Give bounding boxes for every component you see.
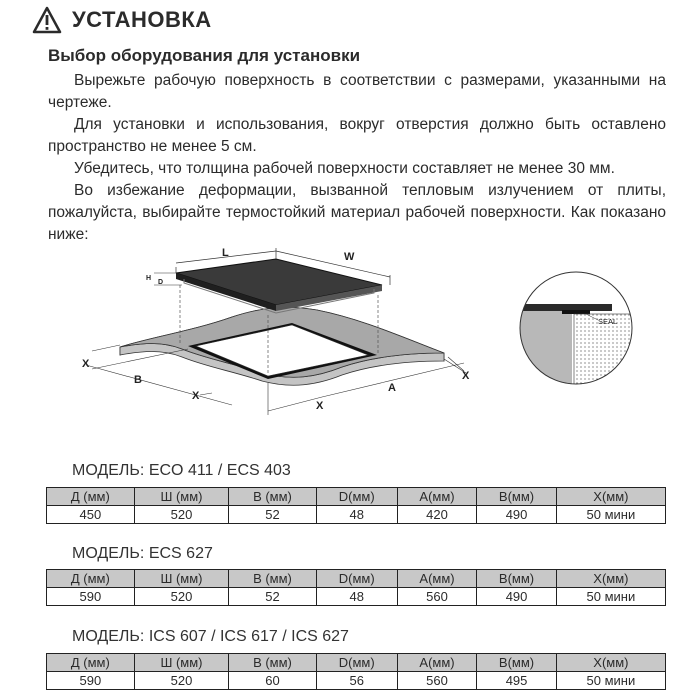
table-row — [47, 506, 666, 524]
table-header-cell: B(мм) — [477, 488, 557, 506]
table-header-cell: X(мм) — [556, 654, 665, 672]
table-header-cell: D(мм) — [316, 570, 397, 588]
seal-detail-diagram — [512, 270, 642, 390]
label-x-front-left: X — [192, 390, 200, 402]
paragraph: Во избежание деформации, вызванной тепловым излучением от плиты, пожалуйста, выбирайте термостойкий материал рабочей поверхности. Как показано ниже: — [48, 182, 666, 243]
table-row — [47, 588, 666, 606]
table-header-cell: В (мм) — [229, 488, 316, 506]
seal-label: SEAL — [598, 317, 618, 326]
specs-table — [46, 569, 666, 606]
table-header-cell: D(мм) — [316, 488, 397, 506]
model-title: МОДЕЛЬ: ICS 607 / ICS 617 / ICS 627 — [72, 628, 349, 645]
table-header-cell: Ш (мм) — [134, 570, 229, 588]
table-cell: 50 мини — [556, 588, 665, 606]
table-header-cell: B(мм) — [477, 654, 557, 672]
table-cell: 52 — [229, 588, 316, 606]
table-cell: 48 — [316, 588, 397, 606]
table-row — [47, 672, 666, 690]
section-subtitle: Выбор оборудования для установки — [48, 46, 361, 65]
table-header-cell: A(мм) — [397, 488, 477, 506]
specs-table — [46, 653, 666, 690]
table-cell: 420 — [397, 506, 477, 524]
paragraph: Убедитесь, что толщина рабочей поверхности составляет не менее 30 мм. — [74, 160, 615, 177]
paragraph: Для установки и использования, вокруг отверстия должно быть оставлено пространство не менее 5 см. — [48, 116, 666, 155]
label-w: W — [344, 251, 355, 263]
table-cell: 490 — [477, 506, 557, 524]
section-header — [32, 6, 212, 34]
table-header-cell: X(мм) — [556, 570, 665, 588]
label-l: L — [222, 247, 229, 259]
table-header-cell: Д (мм) — [47, 570, 135, 588]
installation-diagram — [72, 245, 492, 425]
table-header-row — [47, 654, 666, 672]
table-cell: 520 — [134, 506, 229, 524]
table-cell: 590 — [47, 672, 135, 690]
table-cell: 52 — [229, 506, 316, 524]
model-title: МОДЕЛЬ: ECS 627 — [72, 545, 213, 562]
table-header-cell: В (мм) — [229, 654, 316, 672]
table-header-cell: В (мм) — [229, 570, 316, 588]
model-title: МОДЕЛЬ: ECO 411 / ECS 403 — [72, 462, 291, 479]
table-header-cell: Д (мм) — [47, 654, 135, 672]
label-x-left: X — [82, 358, 90, 370]
table-cell: 520 — [134, 672, 229, 690]
table-header-cell: A(мм) — [397, 654, 477, 672]
label-b: B — [134, 374, 142, 386]
label-x-front: X — [316, 400, 324, 412]
label-x-right: X — [462, 370, 470, 382]
table-header-cell: Д (мм) — [47, 488, 135, 506]
label-h: H — [146, 275, 152, 282]
table-cell: 50 мини — [556, 506, 665, 524]
table-header-row — [47, 488, 666, 506]
table-header-cell: D(мм) — [316, 654, 397, 672]
table-cell: 560 — [397, 672, 477, 690]
table-cell: 56 — [316, 672, 397, 690]
specs-table — [46, 487, 666, 524]
warning-icon — [32, 6, 62, 34]
table-cell: 490 — [477, 588, 557, 606]
paragraph: Вырежьте рабочую поверхность в соответствии с размерами, указанными на чертеже. — [48, 72, 666, 111]
label-a: A — [388, 382, 396, 394]
instructions-text — [48, 70, 666, 246]
table-header-cell: A(мм) — [397, 570, 477, 588]
table-cell: 560 — [397, 588, 477, 606]
table-header-cell: X(мм) — [556, 488, 665, 506]
table-header-cell: B(мм) — [477, 570, 557, 588]
table-header-row — [47, 570, 666, 588]
table-header-cell: Ш (мм) — [134, 654, 229, 672]
table-cell: 50 мини — [556, 672, 665, 690]
label-d: D — [158, 279, 164, 286]
page-title: УСТАНОВКА — [72, 7, 212, 32]
table-cell: 590 — [47, 588, 135, 606]
table-cell: 60 — [229, 672, 316, 690]
table-cell: 450 — [47, 506, 135, 524]
table-header-cell: Ш (мм) — [134, 488, 229, 506]
table-cell: 520 — [134, 588, 229, 606]
table-cell: 48 — [316, 506, 397, 524]
table-cell: 495 — [477, 672, 557, 690]
